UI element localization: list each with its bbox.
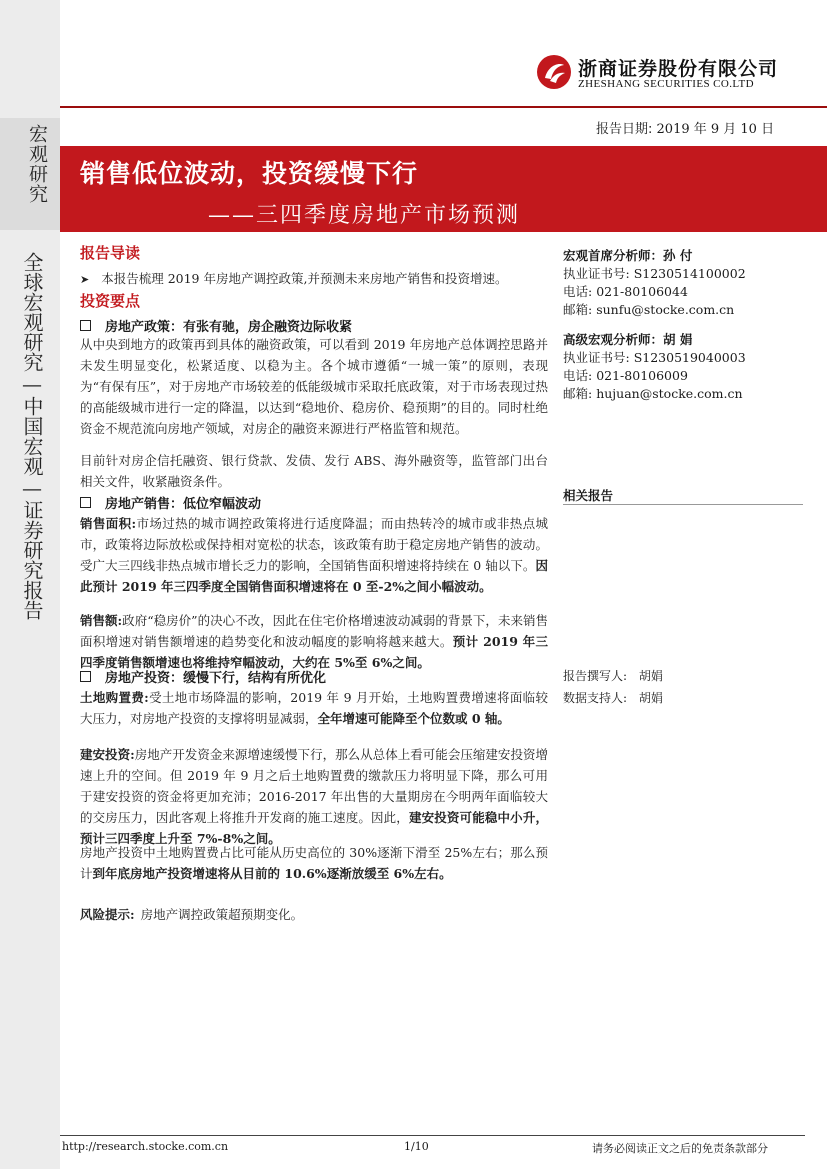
analyst-card [563,247,746,319]
sales-amount-label: 销售额: [80,613,123,628]
logo-emblem-icon [536,54,572,90]
sales-area-paragraph [80,513,548,597]
license-label: 执业证书号: [563,350,630,365]
checkbox-bullet-icon [80,671,91,682]
email-label: 邮箱: [563,386,593,401]
checkbox-bullet-icon [80,320,91,331]
points-heading: 投资要点 [80,292,141,310]
sidebar-series: 全球宏观研究—中国宏观—证券研究报告 [20,252,44,620]
invest-title: 房地产投资：缓慢下行，结构有所优化 [105,671,327,686]
build-text: 房地产开发资金来源增速缓慢下行，那么从总体上看可能会压缩建安投资增速上升的空间。但 2019 年 9 月之后土地购置费的缴款压力将明显下降，那么可用于建安投资的资金将更加充沛；2016-2017 年出售的大量期房在今明两年面临较大的交房压力，因此客观上将推升开发商的施工速度。因此， [80,747,548,825]
license-label: 执业证书号: [563,266,630,281]
risk-text: 房地产调控政策超预期变化。 [140,907,304,922]
build-label: 建安投资: [80,747,135,762]
sales-area-text: 市场过热的城市调控政策将进行适度降温；而由热转冷的城市或非热点城市，政策将边际放松或保持相对宽松的状态，该政策有助于稳定房地产销售的波动。受广大三四线非热点城市增长乏力的影响，全国销售面积增速将持续在 0 轴以下。 [80,516,548,573]
company-name-cn: 浙商证券股份有限公司 [578,58,779,80]
email-address[interactable]: hujuan@stocke.com.cn [596,386,743,401]
data-support-name: 胡娟 [638,691,663,705]
invest-bullet [80,667,326,686]
total-text: 房地产投资中土地购置费占比可能从历史高位的 30%逐渐下滑至 25%左右；那么预计 [80,845,548,881]
report-date-value: 2019 年 9 月 10 日 [656,122,775,137]
email-label: 邮箱: [563,302,593,317]
analyst-license-row [563,349,746,367]
company-logo [536,52,779,98]
disclaimer-note: 请务必阅读正文之后的免责条款部分 [592,1142,768,1155]
writer-label: 报告撰写人: [563,669,628,683]
header-divider [60,106,827,108]
policy-bullet [80,316,352,335]
report-date [596,118,774,137]
related-divider [563,504,803,505]
sales-amount-text: 政府“稳房价”的决心不改，因此在住宅价格增速波动减弱的背景下，未来销售面积增速对销售额增速的趋势变化和波动幅度的影响将越来越大。 [80,613,548,649]
writer-name: 胡娟 [638,669,663,683]
sales-bullet [80,493,261,512]
phone-number: 021-80106009 [596,368,688,383]
license-number: S1230514100002 [633,266,746,281]
sales-amount-paragraph [80,610,548,673]
arrow-bullet-icon: ➤ [80,273,90,286]
page-number: 1/10 [404,1140,429,1153]
land-forecast: 全年增速可能降至个位数或 0 轴。 [317,711,510,726]
checkbox-bullet-icon [80,497,91,508]
sales-area-label: 销售面积: [80,516,137,531]
total-paragraph [80,842,548,884]
total-forecast: 到年底房地产投资增速将从目前的 10.6%逐渐放缓至 6%左右。 [92,866,452,881]
analyst-email-row [563,385,746,403]
phone-number: 021-80106044 [596,284,688,299]
analyst-title: 宏观首席分析师：孙 付 [563,248,693,263]
related-reports-heading: 相关报告 [563,488,614,503]
data-support-label: 数据支持人: [563,691,628,705]
report-subtitle: ——三四季度房地产市场预测 [208,203,521,228]
sales-area-forecast: 因此预计 2019 年三四季度全国销售面积增速将在 0 至-2%之间小幅波动。 [80,558,548,594]
land-text: 受土地市场降温的影响，2019 年 9 月开始，土地购置费增速将面临较大压力，对房地产投资的支撑将明显减弱， [80,690,549,726]
land-label: 土地购置费: [80,690,149,705]
sidebar-category: 宏观研究 [26,124,48,204]
analyst-title: 高级宏观分析师：胡 娟 [563,332,693,347]
analyst-phone-row [563,283,746,301]
guide-paragraph [80,268,550,290]
guide-text: 本报告梳理 2019 年房地产调控政策,并预测未来房地产销售和投资增速。 [101,271,508,286]
phone-label: 电话: [563,284,593,299]
analyst-email-row [563,301,746,319]
license-number: S1230519040003 [633,350,746,365]
risk-label: 风险提示: [80,907,135,922]
risk-paragraph [80,904,548,925]
report-title: 销售低位波动，投资缓慢下行 [80,159,419,188]
policy-paragraph-1: 从中央到地方的政策再到具体的融资政策，可以看到 2019 年房地产总体调控思路并未发生明显变化，松紧适度、以稳为主。各个城市遵循“一城一策”的原则，表现为“有保有压”，对于房地产市场较差的低能级城市采取托底政策，对于市场表现过热的高能级城市进行一定的降温，以达到“稳地价、稳房价、稳预期”的目的。同时杜绝资金不规范流向房地产领域，对房企的融资来源进行严格监管和规范。 [80,337,548,436]
land-paragraph [80,687,548,729]
company-name-en: ZHESHANG SECURITIES CO.LTD [578,78,754,90]
policy-paragraph-2: 目前针对房企信托融资、银行贷款、发债、发行 ABS、海外融资等，监管部门出台相关文件，收紧融资条件。 [80,453,548,489]
footer-url-link[interactable]: http://research.stocke.com.cn [62,1140,229,1153]
phone-label: 电话: [563,368,593,383]
data-credit [563,689,663,706]
policy-title: 房地产政策：有张有驰，房企融资边际收紧 [105,320,353,335]
guide-heading: 报告导读 [80,244,141,262]
analyst-card [563,331,746,403]
footer-divider [60,1135,805,1136]
report-date-label: 报告日期: [596,122,653,137]
analyst-phone-row [563,367,746,385]
sales-amount-forecast: 预计 2019 年三四季度销售额增速也将维持窄幅波动，大约在 5%至 6%之间。 [80,634,548,670]
sales-title: 房地产销售：低位窄幅波动 [105,497,262,512]
build-paragraph [80,744,548,849]
writer-credit [563,667,663,684]
analyst-license-row [563,265,746,283]
email-address[interactable]: sunfu@stocke.com.cn [596,302,735,317]
build-forecast: 建安投资可能稳中小升，预计三四季度上升至 7%-8%之间。 [80,810,548,846]
